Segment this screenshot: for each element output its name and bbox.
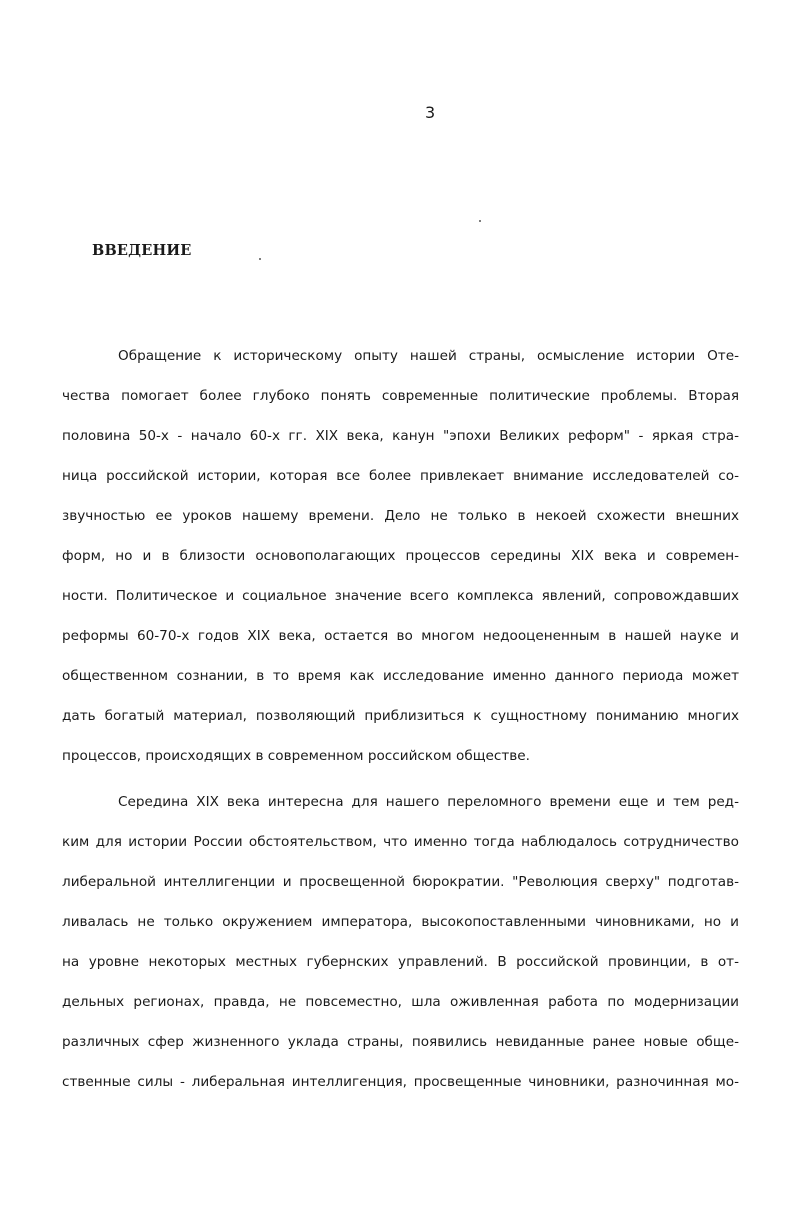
paragraph-line: дельных регионах, правда, не повсеместно, шла оживленная работа по модернизации <box>62 994 739 1010</box>
paragraph-line: дать богатый материал, позволяющий приблизиться к сущностному пониманию многих <box>62 708 739 724</box>
paragraph-line: общественном сознании, в то время как исследование именно данного периода может <box>62 668 739 684</box>
paragraph-line: чества помогает более глубоко понять современные политические проблемы. Вторая <box>62 388 739 404</box>
page-number: 3 <box>425 103 436 122</box>
paragraph-line: различных сфер жизненного уклада страны, появились невиданные ранее новые обще- <box>62 1034 739 1050</box>
paragraph-line: Середина XIX века интересна для нашего переломного времени еще и тем ред- <box>118 794 739 810</box>
scan-speck <box>479 220 481 222</box>
paragraph-line: форм, но и в близости основополагающих процессов середины XIX века и современ- <box>62 548 739 564</box>
paragraph-line: процессов, происходящих в современном российском обществе. <box>62 748 530 764</box>
scan-speck <box>259 258 261 260</box>
paragraph-line: реформы 60-70-х годов XIX века, остается во многом недооцененным в нашей науке и <box>62 628 739 644</box>
paragraph-line: ливалась не только окружением императора, высокопоставленными чиновниками, но и <box>62 914 739 930</box>
paragraph-line: ким для истории России обстоятельством, что именно тогда наблюдалось сотрудничество <box>62 834 739 850</box>
section-heading: ВВЕДЕНИЕ <box>92 242 192 259</box>
paragraph-line: звучностью ее уроков нашему времени. Дело не только в некоей схожести внешних <box>62 508 739 524</box>
paragraph-line: половина 50-х - начало 60-х гг. XIX века, канун "эпохи Великих реформ" - яркая стра- <box>62 428 739 444</box>
paragraph-line: либеральной интеллигенции и просвещенной бюрократии. "Революция сверху" подготав- <box>62 874 739 890</box>
paragraph-line: ности. Политическое и социальное значение всего комплекса явлений, сопровождавших <box>62 588 739 604</box>
paragraph-line: ница российской истории, которая все более привлекает внимание исследователей со- <box>62 468 739 484</box>
paragraph-line: Обращение к историческому опыту нашей страны, осмысление истории Оте- <box>118 348 739 364</box>
paragraph-line: на уровне некоторых местных губернских управлений. В российской провинции, в от- <box>62 954 739 970</box>
paragraph-line: ственные силы - либеральная интеллигенция, просвещенные чиновники, разночинная мо- <box>62 1074 739 1090</box>
